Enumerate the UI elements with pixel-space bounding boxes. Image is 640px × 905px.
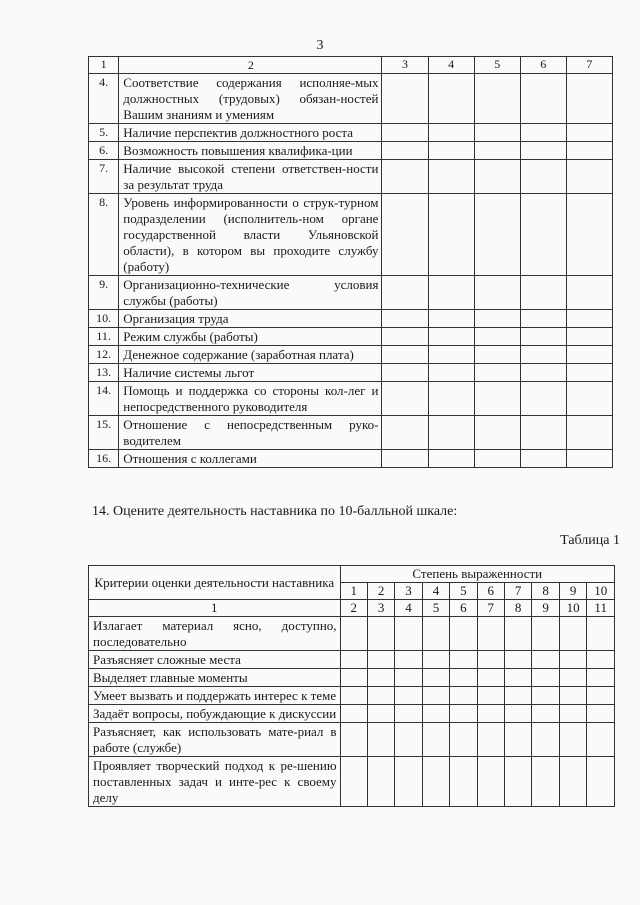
rating-cell <box>340 757 367 807</box>
rating-cell <box>340 705 367 723</box>
criterion-text: Разъясняет, как использовать мате-риал в работе (службе) <box>89 723 341 757</box>
table-row <box>89 276 613 310</box>
row-criterion: Организация труда <box>119 310 382 328</box>
row-number: 6. <box>89 142 119 160</box>
rating-cell <box>450 723 477 757</box>
row-number: 7. <box>89 160 119 194</box>
rating-cell <box>532 617 559 651</box>
rating-cell <box>450 757 477 807</box>
column-number: 4 <box>395 600 422 617</box>
scale-value: 6 <box>477 583 504 600</box>
rating-cell <box>504 651 531 669</box>
header-cell: 3 <box>382 57 428 74</box>
table-row <box>89 346 613 364</box>
answer-cell <box>566 382 612 416</box>
answer-cell <box>428 382 474 416</box>
answer-cell <box>520 310 566 328</box>
answer-cell <box>566 346 612 364</box>
answer-cell <box>474 310 520 328</box>
criterion-row <box>89 617 615 651</box>
scale-value: 7 <box>504 583 531 600</box>
answer-cell <box>566 364 612 382</box>
answer-cell <box>428 450 474 468</box>
criterion-text: Разъясняет сложные места <box>89 651 341 669</box>
answer-cell <box>566 328 612 346</box>
rating-cell <box>422 651 449 669</box>
answer-cell <box>566 276 612 310</box>
answer-cell <box>382 416 428 450</box>
criterion-text: Задаёт вопросы, побуждающие к дискуссии <box>89 705 341 723</box>
row-criterion: Соответствие содержания исполняе-мых должностных (трудовых) обязан-ностей Вашим знаниям и умениям <box>119 74 382 124</box>
answer-cell <box>382 194 428 276</box>
rating-cell <box>422 705 449 723</box>
header-cell: 7 <box>566 57 612 74</box>
answer-cell <box>520 142 566 160</box>
table-header-row <box>89 566 615 583</box>
table-row <box>89 382 613 416</box>
rating-cell <box>367 651 394 669</box>
criteria-header: Критерии оценки деятельности наставника <box>89 566 341 600</box>
answer-cell <box>520 450 566 468</box>
answer-cell <box>428 276 474 310</box>
table-row <box>89 416 613 450</box>
answer-cell <box>428 346 474 364</box>
rating-cell <box>422 669 449 687</box>
criterion-text: Выделяет главные моменты <box>89 669 341 687</box>
rating-cell <box>450 669 477 687</box>
column-number-row <box>89 600 615 617</box>
answer-cell <box>474 416 520 450</box>
answer-cell <box>428 310 474 328</box>
column-number: 6 <box>450 600 477 617</box>
degree-header: Степень выраженности <box>340 566 614 583</box>
rating-cell <box>559 705 587 723</box>
rating-cell <box>395 617 422 651</box>
column-number: 7 <box>477 600 504 617</box>
header-cell: 2 <box>119 57 382 74</box>
row-criterion: Наличие перспектив должностного роста <box>119 124 382 142</box>
answer-cell <box>474 346 520 364</box>
rating-cell <box>450 687 477 705</box>
rating-cell <box>422 723 449 757</box>
answer-cell <box>382 346 428 364</box>
answer-cell <box>382 328 428 346</box>
table-row <box>89 124 613 142</box>
rating-cell <box>477 723 504 757</box>
column-number: 5 <box>422 600 449 617</box>
answer-cell <box>382 142 428 160</box>
rating-cell <box>587 687 615 705</box>
scale-value: 9 <box>559 583 587 600</box>
rating-cell <box>367 687 394 705</box>
row-number: 15. <box>89 416 119 450</box>
row-criterion: Денежное содержание (заработная плата) <box>119 346 382 364</box>
answer-cell <box>520 160 566 194</box>
row-number: 5. <box>89 124 119 142</box>
criterion-row <box>89 723 615 757</box>
scale-value: 3 <box>395 583 422 600</box>
answer-cell <box>474 124 520 142</box>
row-criterion: Режим службы (работы) <box>119 328 382 346</box>
scale-value: 4 <box>422 583 449 600</box>
answer-cell <box>382 310 428 328</box>
question-14: 14. Оцените деятельность наставника по 10-балльной шкале: <box>92 504 458 519</box>
row-number: 11. <box>89 328 119 346</box>
rating-cell <box>504 757 531 807</box>
answer-cell <box>382 450 428 468</box>
rating-cell <box>340 687 367 705</box>
rating-cell <box>504 687 531 705</box>
answer-cell <box>428 364 474 382</box>
column-number: 8 <box>504 600 531 617</box>
answer-cell <box>566 450 612 468</box>
answer-cell <box>566 160 612 194</box>
row-number: 9. <box>89 276 119 310</box>
answer-cell <box>566 124 612 142</box>
rating-cell <box>587 651 615 669</box>
rating-cell <box>504 723 531 757</box>
criterion-text: Излагает материал ясно, доступно, последовательно <box>89 617 341 651</box>
answer-cell <box>474 74 520 124</box>
rating-cell <box>532 669 559 687</box>
column-number: 9 <box>532 600 559 617</box>
rating-cell <box>504 705 531 723</box>
answer-cell <box>428 416 474 450</box>
column-number: 2 <box>340 600 367 617</box>
answer-cell <box>428 124 474 142</box>
scale-value: 1 <box>340 583 367 600</box>
rating-cell <box>367 669 394 687</box>
scale-value: 10 <box>587 583 615 600</box>
answer-cell <box>382 124 428 142</box>
header-cell: 6 <box>520 57 566 74</box>
scale-value: 8 <box>532 583 559 600</box>
rating-cell <box>395 651 422 669</box>
rating-cell <box>395 757 422 807</box>
rating-cell <box>340 669 367 687</box>
row-criterion: Отношение с непосредственным руко-водителем <box>119 416 382 450</box>
rating-cell <box>559 651 587 669</box>
mentor-rating-table <box>88 565 615 807</box>
table-row <box>89 310 613 328</box>
answer-cell <box>566 74 612 124</box>
answer-cell <box>474 276 520 310</box>
rating-cell <box>477 687 504 705</box>
answer-cell <box>428 194 474 276</box>
answer-cell <box>474 450 520 468</box>
table-row <box>89 142 613 160</box>
table-row <box>89 450 613 468</box>
criterion-text: Умеет вызвать и поддержать интерес к теме <box>89 687 341 705</box>
rating-cell <box>587 757 615 807</box>
rating-cell <box>477 669 504 687</box>
header-cell: 4 <box>428 57 474 74</box>
answer-cell <box>474 142 520 160</box>
answer-cell <box>382 364 428 382</box>
rating-cell <box>504 617 531 651</box>
rating-cell <box>422 617 449 651</box>
rating-cell <box>395 687 422 705</box>
rating-cell <box>367 723 394 757</box>
column-number: 11 <box>587 600 615 617</box>
answer-cell <box>382 74 428 124</box>
rating-cell <box>340 651 367 669</box>
rating-cell <box>450 651 477 669</box>
table-row <box>89 328 613 346</box>
answer-cell <box>474 160 520 194</box>
rating-cell <box>532 687 559 705</box>
column-number: 3 <box>367 600 394 617</box>
answer-cell <box>520 416 566 450</box>
answer-cell <box>382 382 428 416</box>
scale-value: 2 <box>367 583 394 600</box>
answer-cell <box>474 364 520 382</box>
table-row <box>89 194 613 276</box>
row-number: 14. <box>89 382 119 416</box>
rating-cell <box>477 651 504 669</box>
answer-cell <box>566 310 612 328</box>
rating-cell <box>532 723 559 757</box>
row-number: 13. <box>89 364 119 382</box>
rating-cell <box>395 723 422 757</box>
row-criterion: Наличие высокой степени ответствен-ности за результат труда <box>119 160 382 194</box>
answer-cell <box>566 142 612 160</box>
rating-cell <box>559 617 587 651</box>
header-cell: 1 <box>89 57 119 74</box>
answer-cell <box>428 142 474 160</box>
rating-cell <box>477 705 504 723</box>
row-number: 4. <box>89 74 119 124</box>
criterion-text: Проявляет творческий подход к ре-шению поставленных задач и инте-рес к своему делу <box>89 757 341 807</box>
rating-cell <box>477 757 504 807</box>
page-number: 3 <box>316 38 324 53</box>
row-number: 16. <box>89 450 119 468</box>
answer-cell <box>520 382 566 416</box>
row-criterion: Наличие системы льгот <box>119 364 382 382</box>
rating-cell <box>477 617 504 651</box>
rating-cell <box>395 705 422 723</box>
criterion-row <box>89 669 615 687</box>
rating-cell <box>532 757 559 807</box>
rating-cell <box>395 669 422 687</box>
table-header-row <box>89 57 613 74</box>
row-criterion: Организационно-технические условия службы (работы) <box>119 276 382 310</box>
answer-cell <box>474 382 520 416</box>
row-criterion: Помощь и поддержка со стороны кол-лег и непосредственного руководителя <box>119 382 382 416</box>
criterion-row <box>89 705 615 723</box>
table-row <box>89 74 613 124</box>
row-number: 12. <box>89 346 119 364</box>
answer-cell <box>474 328 520 346</box>
answer-cell <box>520 346 566 364</box>
rating-cell <box>532 705 559 723</box>
answer-cell <box>428 74 474 124</box>
rating-cell <box>367 705 394 723</box>
answer-cell <box>566 416 612 450</box>
answer-cell <box>520 276 566 310</box>
criterion-row <box>89 687 615 705</box>
rating-cell <box>587 617 615 651</box>
header-cell: 5 <box>474 57 520 74</box>
row-criterion: Уровень информированности о струк-турном подразделении (исполнитель-ном органе государственной власти Ульяновской области), в котором вы проходите службу (работу) <box>119 194 382 276</box>
answer-cell <box>382 160 428 194</box>
rating-cell <box>450 617 477 651</box>
rating-cell <box>450 705 477 723</box>
rating-cell <box>587 669 615 687</box>
criterion-row <box>89 651 615 669</box>
answer-cell <box>566 194 612 276</box>
rating-cell <box>532 651 559 669</box>
criterion-row <box>89 757 615 807</box>
rating-cell <box>559 757 587 807</box>
answer-cell <box>428 328 474 346</box>
rating-cell <box>559 669 587 687</box>
answer-cell <box>520 364 566 382</box>
answer-cell <box>520 74 566 124</box>
row-criterion: Отношения с коллегами <box>119 450 382 468</box>
row-criterion: Возможность повышения квалифика-ции <box>119 142 382 160</box>
column-number: 1 <box>89 600 341 617</box>
rating-cell <box>367 617 394 651</box>
rating-cell <box>340 723 367 757</box>
rating-cell <box>422 757 449 807</box>
rating-cell <box>559 723 587 757</box>
row-number: 10. <box>89 310 119 328</box>
column-number: 10 <box>559 600 587 617</box>
rating-cell <box>559 687 587 705</box>
scale-value: 5 <box>450 583 477 600</box>
rating-cell <box>422 687 449 705</box>
answer-cell <box>382 276 428 310</box>
table-row <box>89 364 613 382</box>
table-row <box>89 160 613 194</box>
satisfaction-table <box>88 56 613 468</box>
rating-cell <box>367 757 394 807</box>
answer-cell <box>520 328 566 346</box>
answer-cell <box>428 160 474 194</box>
rating-cell <box>340 617 367 651</box>
row-number: 8. <box>89 194 119 276</box>
rating-cell <box>587 705 615 723</box>
rating-cell <box>504 669 531 687</box>
answer-cell <box>474 194 520 276</box>
answer-cell <box>520 124 566 142</box>
answer-cell <box>520 194 566 276</box>
rating-cell <box>587 723 615 757</box>
table-caption: Таблица 1 <box>560 533 620 548</box>
